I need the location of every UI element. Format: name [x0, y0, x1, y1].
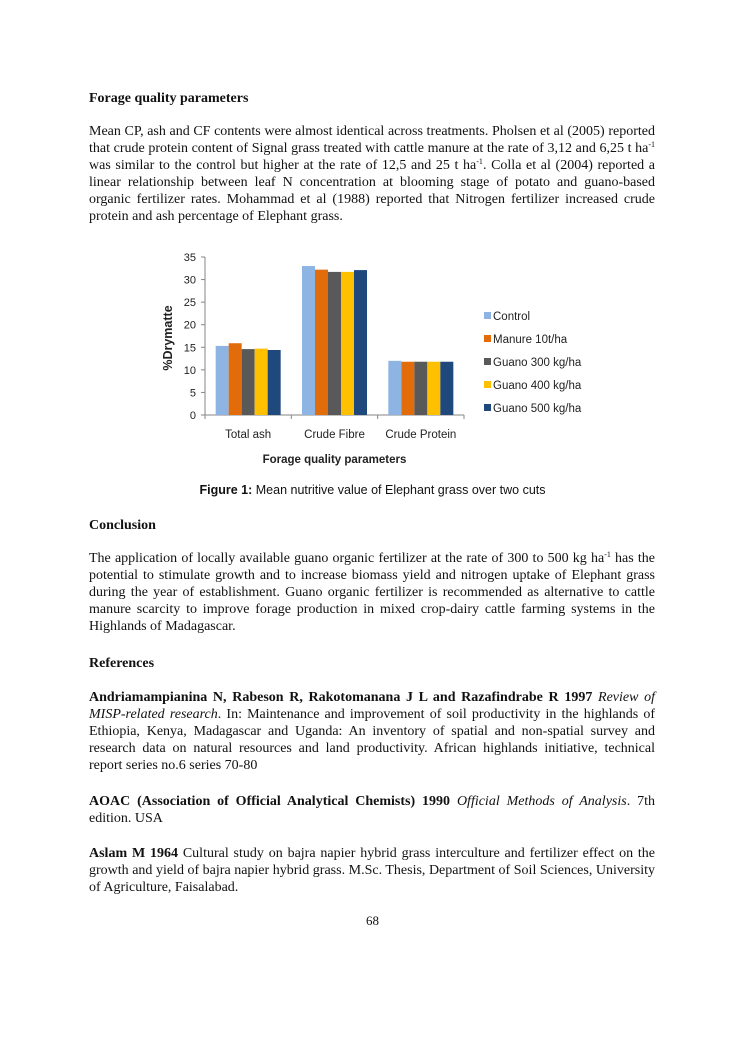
conclusion-heading: Conclusion [89, 518, 156, 533]
reference-authors: AOAC (Association of Official Analytical Chemists) 1990 [89, 794, 451, 809]
legend-swatch [484, 404, 491, 411]
paragraph-text: . Colla et al (2004) reported a linear relationship between leaf N concentration at blooming stage of potato and guano-based organic fertilizer rates. Mohammad et al (1988) reported that Nitrogen fertilizer increased crude protein and ash percentage of Elephant grass. [89, 158, 656, 224]
reference-authors: Andriamampianina N, Rabeson R, Rakotomanana J L and Razafindrabe R 1997 [89, 690, 593, 705]
references-heading: References [89, 656, 155, 671]
figure-caption [0, 483, 745, 497]
legend-label: Guano 400 kg/ha [493, 380, 582, 392]
reference-authors: Aslam M 1964 [89, 846, 178, 861]
x-tick-label: Total ash [225, 429, 272, 441]
forage-quality-heading: Forage quality parameters [89, 91, 249, 106]
page-number: 68 [366, 913, 379, 928]
superscript: -1 [476, 157, 483, 166]
paragraph-text: The application of locally available guano organic fertilizer at the rate of 300 to 500 kg ha [89, 551, 605, 566]
bar-chart [150, 245, 630, 470]
legend-swatch [484, 335, 491, 342]
figure-caption-text: Mean nutritive value of Elephant grass over two cuts [252, 483, 546, 497]
legend-label: Manure 10t/ha [493, 334, 568, 346]
bar [315, 270, 328, 415]
bar [440, 362, 453, 415]
bar [341, 272, 354, 415]
bar [414, 362, 427, 415]
bar [216, 346, 229, 415]
bar [268, 350, 281, 415]
bar [255, 349, 268, 415]
paragraph-text: was similar to the control but higher at the rate of 12,5 and 25 t ha [89, 158, 477, 173]
y-tick-label: 20 [183, 319, 196, 332]
forage-quality-paragraph [89, 123, 655, 225]
y-tick-label: 25 [183, 297, 196, 310]
y-tick-label: 30 [183, 274, 196, 287]
reference-details: Cultural study on bajra napier hybrid grass interculture and fertilizer effect on the growth and yield of bajra napier hybrid grass. M.Sc. Thesis, Department of Soil Sciences, University of Agriculture, Faisalabad. [89, 846, 656, 895]
bar [427, 362, 440, 415]
y-tick-label: 5 [189, 387, 196, 400]
reference-title: Official Methods of Analysis [456, 794, 627, 809]
legend-swatch [484, 358, 491, 365]
legend-label: Guano 500 kg/ha [493, 403, 582, 415]
bar [229, 343, 242, 415]
bar [328, 272, 341, 415]
reference-details: . In: Maintenance and improvement of soil productivity in the highlands of Ethiopia, Kenya, Madagascar and Uganda: An inventory of spatial and non-spatial survey and research data on natural resources and land productivity. African highlands initiative, technical report series no.6 series 70-80 [89, 707, 655, 773]
reference-details: . 7th edition. USA [89, 794, 655, 826]
legend-label: Control [493, 311, 531, 323]
bar [401, 362, 414, 415]
bar [388, 361, 401, 415]
y-axis-title: %Drymatte [161, 305, 175, 371]
legend-swatch [484, 381, 491, 388]
bar [242, 349, 255, 415]
y-tick-label: 15 [183, 342, 196, 355]
figure-label: Figure 1: [199, 483, 253, 497]
bar [354, 270, 367, 415]
paragraph-text: Mean CP, ash and CF contents were almost identical across treatments. Pholsen et al (2005) reported that crude protein content of Signal grass treated with cattle manure at the rate of 3,12 and 6,25 t ha [89, 124, 655, 156]
y-tick-label: 35 [183, 252, 196, 264]
reference-item [89, 689, 655, 774]
bar [302, 266, 315, 415]
paragraph-text: has the potential to stimulate growth and to increase biomass yield and nitrogen uptake of Elephant grass during the year of establishment. Guano organic fertilizer is recommended as alternative to cattle manure scarcity to improve forage production in mixed crop-dairy cattle farming systems in the Highlands of Madagascar. [89, 551, 655, 634]
reference-title: Review of MISP-related research [89, 690, 656, 722]
x-tick-label: Crude Fibre [304, 429, 365, 441]
superscript: -1 [604, 550, 611, 559]
x-tick-label: Crude Protein [385, 429, 457, 441]
conclusion-paragraph [89, 550, 655, 635]
legend-label: Guano 300 kg/ha [493, 357, 582, 369]
x-axis-title: Forage quality parameters [262, 454, 407, 466]
y-tick-label: 0 [189, 410, 196, 422]
reference-item [89, 793, 655, 827]
legend-swatch [484, 312, 491, 319]
y-tick-label: 10 [183, 364, 196, 377]
reference-item [89, 845, 655, 896]
superscript: -1 [648, 140, 655, 149]
